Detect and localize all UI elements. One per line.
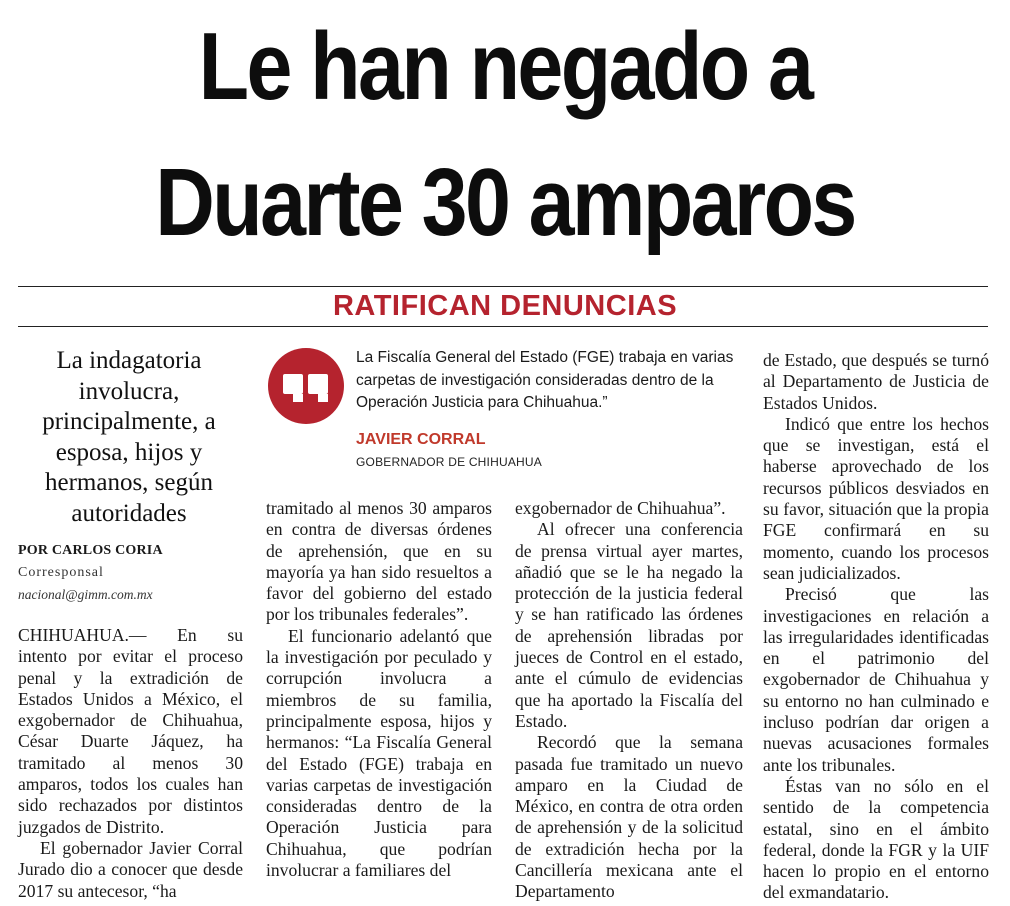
deck-subheadline: La indagatoria involucra, principalmente, a esposa, hijos y hermanos, según autoridades (42, 347, 216, 527)
kicker-rule-bottom (18, 326, 988, 327)
headline-line-2: Duarte 30 amparos (155, 149, 855, 256)
article-column-2 (266, 498, 492, 881)
paragraph: exgobernador de Chihuahua”. (515, 498, 726, 518)
byline-role: Corresponsal (18, 565, 104, 580)
pullquote-author-role: GOBERNADOR DE CHIHUAHUA (356, 455, 542, 469)
byline-email[interactable]: nacional@gimm.com.mx (18, 587, 153, 602)
pullquote-author: JAVIER CORRAL (356, 431, 486, 448)
headline-line-1: Le han negado a (198, 13, 812, 120)
paragraph: CHIHUAHUA.— En su intento por evitar el proceso penal y la extradición de Estados Unidos a México, el exgobernador de Chihuahua, César Duarte Jáquez, ha tramitado al menos 30 amparos, todos los cuales han sido rechazados por distintos juzgados de Distrito. (18, 625, 243, 837)
paragraph: El gobernador Javier Corral Jurado dio a conocer que desde 2017 su antecesor, “ha (18, 837, 243, 901)
paragraph: Indicó que entre los hechos que se investigan, está el haberse aprovechado de los recursos públicos desviados en su favor, situación que la propia FGE confirmará en su momento, cuando los procesos sean judicializados. (763, 413, 989, 583)
kicker: RATIFICAN DENUNCIAS (332, 290, 678, 322)
paragraph: tramitado al menos 30 amparos en contra de diversas órdenes de aprehensión, que en su mayoría ya han sido resueltos a favor del gobierno del estado por los tribunales federales”. (266, 498, 492, 625)
paragraph: Éstas van no sólo en el sentido de la competencia estatal, sino en el ámbito federal, donde la FGR y la UIF hacen lo propio en el entorno del exmandatario. (763, 775, 989, 903)
pullquote-text: La Fiscalía General del Estado (FGE) trabaja en varias carpetas de investigación consideradas dentro de la Operación Justicia para Chihuahua.” (356, 349, 734, 411)
paragraph: Precisó que las investigaciones en relación a las irregularidades identificadas en el patrimonio del exgobernador de Chihuahua y su entorno no han culminado e incluso podrían dar origen a nuevas acusaciones formales ante los tribunales. (763, 584, 989, 775)
quote-icon (268, 348, 344, 424)
paragraph: de Estado, que después se turnó al Departamento de Justicia de Estados Unidos. (763, 350, 989, 413)
kicker-rule-top (18, 286, 988, 287)
paragraph: Recordó que la semana pasada fue tramitado un nuevo amparo en la Ciudad de México, en contra de otra orden de aprehensión y de la solicitud de extradición hecha por la Cancillería mexicana ante el Departamento (515, 732, 743, 902)
paragraph: Al ofrecer una conferencia de prensa virtual ayer martes, añadió que se le ha negado la protección de la justicia federal y se han ratificado las órdenes de aprehensión libradas por jueces de Control en el estado, ante el cúmulo de evidencias que ha aportado la Fiscalía del Estado. (515, 519, 743, 731)
paragraph: El funcionario adelantó que la investigación por peculado y corrupción involucra a miembros de su familia, principalmente esposa, hijos y hermanos: “La Fiscalía General del Estado (FGE) trabaja en varias carpetas de investigación consideradas dentro de la Operación Justicia para Chihuahua, que podrían involucrar a familiares del (266, 625, 492, 881)
byline-author: POR CARLOS CORIA (18, 543, 163, 558)
article-column-3 (515, 498, 743, 903)
article-column-4 (763, 350, 989, 904)
article-column-1 (18, 625, 243, 902)
